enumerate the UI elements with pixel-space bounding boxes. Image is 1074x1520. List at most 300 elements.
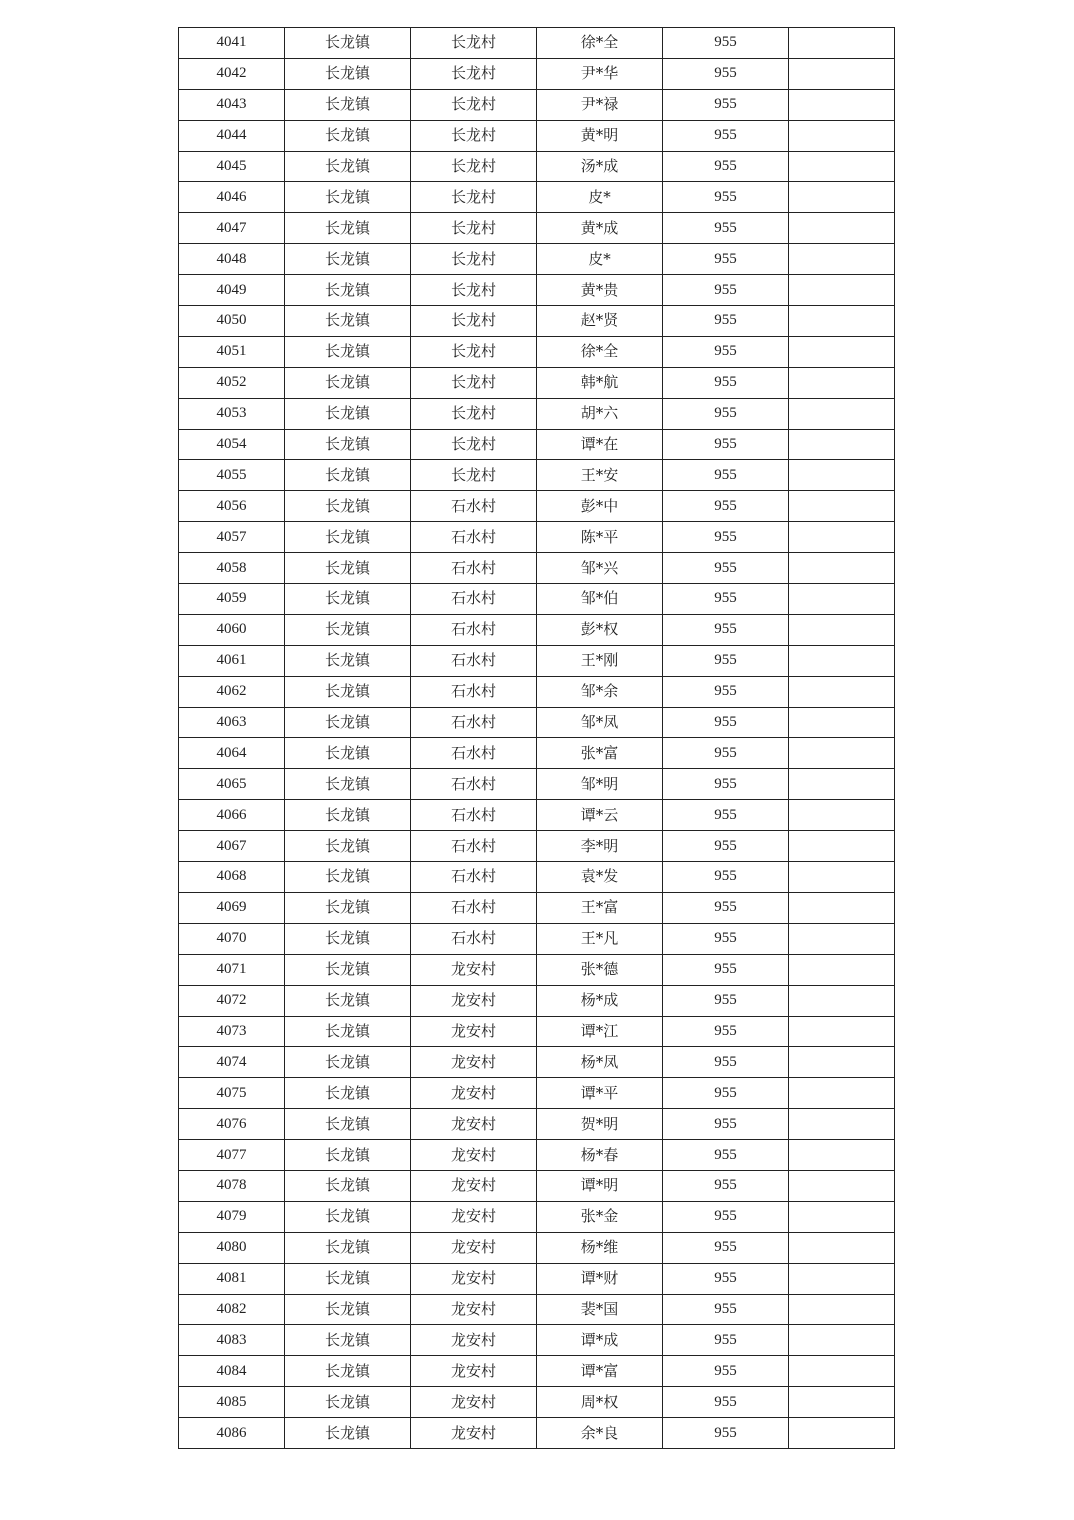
cell-town: 长龙镇 (285, 1201, 411, 1232)
cell-town: 长龙镇 (285, 1140, 411, 1171)
cell-remark (789, 1263, 895, 1294)
cell-town: 长龙镇 (285, 1418, 411, 1449)
cell-town: 长龙镇 (285, 892, 411, 923)
cell-village: 龙安村 (411, 985, 537, 1016)
cell-amount: 955 (663, 800, 789, 831)
table-row (179, 676, 895, 707)
cell-remark (789, 923, 895, 954)
cell-village: 长龙村 (411, 367, 537, 398)
cell-name: 杨*春 (537, 1140, 663, 1171)
cell-town: 长龙镇 (285, 1016, 411, 1047)
cell-name: 徐*全 (537, 28, 663, 59)
cell-amount: 955 (663, 1201, 789, 1232)
cell-name: 邹*兴 (537, 553, 663, 584)
cell-village: 石水村 (411, 862, 537, 893)
table-row (179, 367, 895, 398)
cell-amount: 955 (663, 336, 789, 367)
cell-name: 徐*全 (537, 336, 663, 367)
cell-amount: 955 (663, 1047, 789, 1078)
cell-amount: 955 (663, 28, 789, 59)
cell-name: 黄*贵 (537, 275, 663, 306)
cell-amount: 955 (663, 120, 789, 151)
cell-village: 长龙村 (411, 213, 537, 244)
cell-town: 长龙镇 (285, 676, 411, 707)
cell-amount: 955 (663, 1140, 789, 1171)
cell-number: 4055 (179, 460, 285, 491)
table-row (179, 1263, 895, 1294)
cell-remark (789, 367, 895, 398)
table-row (179, 1047, 895, 1078)
cell-remark (789, 1325, 895, 1356)
cell-number: 4064 (179, 738, 285, 769)
cell-remark (789, 460, 895, 491)
cell-remark (789, 1078, 895, 1109)
cell-name: 彭*中 (537, 491, 663, 522)
cell-town: 长龙镇 (285, 398, 411, 429)
cell-name: 谭*平 (537, 1078, 663, 1109)
table-row (179, 831, 895, 862)
cell-village: 石水村 (411, 800, 537, 831)
cell-amount: 955 (663, 460, 789, 491)
cell-name: 陈*平 (537, 522, 663, 553)
cell-name: 杨*成 (537, 985, 663, 1016)
cell-number: 4085 (179, 1387, 285, 1418)
cell-number: 4069 (179, 892, 285, 923)
cell-amount: 955 (663, 769, 789, 800)
cell-number: 4073 (179, 1016, 285, 1047)
cell-village: 长龙村 (411, 275, 537, 306)
cell-name: 邹*凤 (537, 707, 663, 738)
cell-amount: 955 (663, 614, 789, 645)
cell-town: 长龙镇 (285, 275, 411, 306)
cell-town: 长龙镇 (285, 954, 411, 985)
table-row (179, 28, 895, 59)
cell-name: 裴*国 (537, 1294, 663, 1325)
cell-amount: 955 (663, 429, 789, 460)
cell-amount: 955 (663, 367, 789, 398)
table-row (179, 1387, 895, 1418)
cell-village: 石水村 (411, 584, 537, 615)
cell-village: 长龙村 (411, 429, 537, 460)
cell-village: 长龙村 (411, 460, 537, 491)
cell-town: 长龙镇 (285, 1356, 411, 1387)
cell-number: 4063 (179, 707, 285, 738)
cell-remark (789, 491, 895, 522)
cell-name: 黄*明 (537, 120, 663, 151)
table-row (179, 151, 895, 182)
table-row (179, 491, 895, 522)
cell-number: 4061 (179, 645, 285, 676)
table-row (179, 89, 895, 120)
cell-remark (789, 28, 895, 59)
table-row (179, 306, 895, 337)
cell-remark (789, 1016, 895, 1047)
cell-remark (789, 213, 895, 244)
cell-remark (789, 584, 895, 615)
cell-number: 4067 (179, 831, 285, 862)
cell-remark (789, 182, 895, 213)
table-row (179, 614, 895, 645)
cell-village: 龙安村 (411, 1418, 537, 1449)
cell-amount: 955 (663, 213, 789, 244)
cell-amount: 955 (663, 58, 789, 89)
cell-name: 谭*成 (537, 1325, 663, 1356)
cell-village: 龙安村 (411, 1263, 537, 1294)
cell-number: 4081 (179, 1263, 285, 1294)
cell-town: 长龙镇 (285, 985, 411, 1016)
cell-village: 龙安村 (411, 1078, 537, 1109)
cell-remark (789, 89, 895, 120)
cell-number: 4060 (179, 614, 285, 645)
cell-village: 石水村 (411, 707, 537, 738)
cell-number: 4047 (179, 213, 285, 244)
cell-village: 长龙村 (411, 398, 537, 429)
cell-village: 龙安村 (411, 1294, 537, 1325)
cell-town: 长龙镇 (285, 522, 411, 553)
cell-name: 杨*维 (537, 1232, 663, 1263)
table-row (179, 1109, 895, 1140)
cell-village: 石水村 (411, 553, 537, 584)
cell-remark (789, 831, 895, 862)
cell-remark (789, 1170, 895, 1201)
subsidy-table (178, 27, 895, 1449)
cell-remark (789, 954, 895, 985)
cell-remark (789, 892, 895, 923)
cell-name: 皮* (537, 182, 663, 213)
cell-number: 4049 (179, 275, 285, 306)
table-row (179, 1078, 895, 1109)
cell-town: 长龙镇 (285, 614, 411, 645)
cell-name: 王*凡 (537, 923, 663, 954)
cell-town: 长龙镇 (285, 306, 411, 337)
table-row (179, 707, 895, 738)
cell-remark (789, 862, 895, 893)
cell-number: 4058 (179, 553, 285, 584)
cell-name: 袁*发 (537, 862, 663, 893)
cell-town: 长龙镇 (285, 491, 411, 522)
cell-town: 长龙镇 (285, 367, 411, 398)
table-row (179, 1016, 895, 1047)
cell-amount: 955 (663, 1325, 789, 1356)
table-row (179, 584, 895, 615)
cell-number: 4071 (179, 954, 285, 985)
cell-number: 4057 (179, 522, 285, 553)
cell-number: 4044 (179, 120, 285, 151)
table-row (179, 1418, 895, 1449)
cell-village: 龙安村 (411, 1140, 537, 1171)
cell-amount: 955 (663, 1170, 789, 1201)
cell-remark (789, 707, 895, 738)
cell-remark (789, 676, 895, 707)
cell-number: 4074 (179, 1047, 285, 1078)
cell-village: 长龙村 (411, 89, 537, 120)
cell-town: 长龙镇 (285, 1109, 411, 1140)
cell-amount: 955 (663, 1263, 789, 1294)
cell-remark (789, 1201, 895, 1232)
cell-number: 4082 (179, 1294, 285, 1325)
table-row (179, 58, 895, 89)
cell-town: 长龙镇 (285, 460, 411, 491)
table-row (179, 553, 895, 584)
cell-remark (789, 1140, 895, 1171)
cell-name: 余*良 (537, 1418, 663, 1449)
cell-name: 贺*明 (537, 1109, 663, 1140)
table-body (179, 28, 895, 1449)
cell-town: 长龙镇 (285, 553, 411, 584)
table-row (179, 336, 895, 367)
cell-village: 石水村 (411, 645, 537, 676)
cell-amount: 955 (663, 676, 789, 707)
cell-name: 王*安 (537, 460, 663, 491)
cell-name: 王*富 (537, 892, 663, 923)
cell-number: 4076 (179, 1109, 285, 1140)
cell-number: 4050 (179, 306, 285, 337)
cell-town: 长龙镇 (285, 831, 411, 862)
cell-amount: 955 (663, 1418, 789, 1449)
cell-village: 龙安村 (411, 1356, 537, 1387)
cell-amount: 955 (663, 1078, 789, 1109)
cell-remark (789, 275, 895, 306)
cell-name: 汤*成 (537, 151, 663, 182)
cell-amount: 955 (663, 398, 789, 429)
cell-number: 4059 (179, 584, 285, 615)
cell-village: 龙安村 (411, 1232, 537, 1263)
cell-town: 长龙镇 (285, 707, 411, 738)
cell-number: 4062 (179, 676, 285, 707)
cell-amount: 955 (663, 985, 789, 1016)
table-row (179, 738, 895, 769)
cell-name: 张*金 (537, 1201, 663, 1232)
cell-village: 龙安村 (411, 1109, 537, 1140)
cell-remark (789, 336, 895, 367)
cell-amount: 955 (663, 1387, 789, 1418)
cell-remark (789, 738, 895, 769)
cell-number: 4042 (179, 58, 285, 89)
cell-amount: 955 (663, 1356, 789, 1387)
table-row (179, 1201, 895, 1232)
table-row (179, 1170, 895, 1201)
cell-amount: 955 (663, 1232, 789, 1263)
cell-town: 长龙镇 (285, 769, 411, 800)
cell-town: 长龙镇 (285, 1263, 411, 1294)
cell-town: 长龙镇 (285, 1294, 411, 1325)
cell-amount: 955 (663, 275, 789, 306)
cell-town: 长龙镇 (285, 151, 411, 182)
cell-amount: 955 (663, 1016, 789, 1047)
cell-number: 4051 (179, 336, 285, 367)
cell-village: 石水村 (411, 769, 537, 800)
cell-remark (789, 769, 895, 800)
table-row (179, 1294, 895, 1325)
table-row (179, 923, 895, 954)
cell-village: 龙安村 (411, 1047, 537, 1078)
cell-name: 谭*明 (537, 1170, 663, 1201)
cell-remark (789, 1356, 895, 1387)
cell-number: 4066 (179, 800, 285, 831)
cell-remark (789, 1232, 895, 1263)
table-row (179, 954, 895, 985)
cell-town: 长龙镇 (285, 182, 411, 213)
cell-number: 4052 (179, 367, 285, 398)
cell-remark (789, 151, 895, 182)
table-row (179, 522, 895, 553)
cell-town: 长龙镇 (285, 429, 411, 460)
cell-name: 胡*六 (537, 398, 663, 429)
table-row (179, 213, 895, 244)
cell-number: 4056 (179, 491, 285, 522)
cell-town: 长龙镇 (285, 244, 411, 275)
cell-remark (789, 1109, 895, 1140)
cell-name: 尹*华 (537, 58, 663, 89)
cell-town: 长龙镇 (285, 120, 411, 151)
cell-amount: 955 (663, 553, 789, 584)
table-row (179, 398, 895, 429)
cell-remark (789, 614, 895, 645)
cell-remark (789, 800, 895, 831)
cell-number: 4048 (179, 244, 285, 275)
cell-name: 赵*贤 (537, 306, 663, 337)
cell-village: 龙安村 (411, 1387, 537, 1418)
cell-remark (789, 985, 895, 1016)
cell-name: 谭*财 (537, 1263, 663, 1294)
cell-number: 4054 (179, 429, 285, 460)
cell-village: 长龙村 (411, 182, 537, 213)
cell-name: 王*刚 (537, 645, 663, 676)
cell-amount: 955 (663, 923, 789, 954)
cell-amount: 955 (663, 244, 789, 275)
cell-number: 4084 (179, 1356, 285, 1387)
cell-number: 4046 (179, 182, 285, 213)
cell-town: 长龙镇 (285, 28, 411, 59)
cell-name: 张*富 (537, 738, 663, 769)
cell-remark (789, 553, 895, 584)
cell-village: 石水村 (411, 676, 537, 707)
cell-village: 长龙村 (411, 58, 537, 89)
cell-name: 周*权 (537, 1387, 663, 1418)
cell-amount: 955 (663, 522, 789, 553)
cell-town: 长龙镇 (285, 923, 411, 954)
cell-village: 长龙村 (411, 151, 537, 182)
cell-remark (789, 306, 895, 337)
cell-amount: 955 (663, 892, 789, 923)
cell-name: 邹*余 (537, 676, 663, 707)
cell-remark (789, 1387, 895, 1418)
cell-number: 4041 (179, 28, 285, 59)
cell-number: 4053 (179, 398, 285, 429)
cell-town: 长龙镇 (285, 1325, 411, 1356)
cell-number: 4072 (179, 985, 285, 1016)
cell-town: 长龙镇 (285, 58, 411, 89)
table-row (179, 1356, 895, 1387)
table-row (179, 645, 895, 676)
table-row (179, 1140, 895, 1171)
table-row (179, 862, 895, 893)
cell-village: 龙安村 (411, 1201, 537, 1232)
cell-name: 谭*在 (537, 429, 663, 460)
cell-town: 长龙镇 (285, 336, 411, 367)
cell-amount: 955 (663, 151, 789, 182)
cell-amount: 955 (663, 1294, 789, 1325)
cell-town: 长龙镇 (285, 862, 411, 893)
cell-remark (789, 1047, 895, 1078)
cell-amount: 955 (663, 862, 789, 893)
cell-number: 4080 (179, 1232, 285, 1263)
table-row (179, 1232, 895, 1263)
cell-remark (789, 398, 895, 429)
cell-village: 石水村 (411, 923, 537, 954)
cell-name: 邹*伯 (537, 584, 663, 615)
cell-name: 黄*成 (537, 213, 663, 244)
cell-town: 长龙镇 (285, 1078, 411, 1109)
cell-village: 龙安村 (411, 1325, 537, 1356)
cell-village: 长龙村 (411, 244, 537, 275)
table-row (179, 1325, 895, 1356)
cell-town: 长龙镇 (285, 584, 411, 615)
cell-name: 谭*富 (537, 1356, 663, 1387)
cell-remark (789, 1294, 895, 1325)
cell-remark (789, 522, 895, 553)
cell-number: 4086 (179, 1418, 285, 1449)
cell-village: 长龙村 (411, 306, 537, 337)
cell-amount: 955 (663, 182, 789, 213)
cell-amount: 955 (663, 89, 789, 120)
cell-number: 4079 (179, 1201, 285, 1232)
cell-amount: 955 (663, 491, 789, 522)
cell-name: 邹*明 (537, 769, 663, 800)
cell-remark (789, 645, 895, 676)
cell-town: 长龙镇 (285, 213, 411, 244)
cell-number: 4043 (179, 89, 285, 120)
cell-town: 长龙镇 (285, 89, 411, 120)
cell-remark (789, 1418, 895, 1449)
cell-amount: 955 (663, 831, 789, 862)
cell-village: 长龙村 (411, 28, 537, 59)
cell-name: 谭*江 (537, 1016, 663, 1047)
cell-name: 韩*航 (537, 367, 663, 398)
cell-number: 4077 (179, 1140, 285, 1171)
cell-town: 长龙镇 (285, 645, 411, 676)
cell-village: 石水村 (411, 614, 537, 645)
cell-village: 石水村 (411, 831, 537, 862)
table-row (179, 429, 895, 460)
cell-village: 石水村 (411, 738, 537, 769)
cell-number: 4083 (179, 1325, 285, 1356)
cell-amount: 955 (663, 584, 789, 615)
cell-name: 皮* (537, 244, 663, 275)
cell-town: 长龙镇 (285, 1387, 411, 1418)
cell-number: 4078 (179, 1170, 285, 1201)
table-row (179, 244, 895, 275)
table-row (179, 182, 895, 213)
table-row (179, 769, 895, 800)
cell-town: 长龙镇 (285, 738, 411, 769)
table-row (179, 800, 895, 831)
cell-amount: 955 (663, 954, 789, 985)
cell-town: 长龙镇 (285, 1170, 411, 1201)
cell-village: 龙安村 (411, 954, 537, 985)
cell-name: 彭*权 (537, 614, 663, 645)
cell-remark (789, 58, 895, 89)
table-row (179, 892, 895, 923)
cell-amount: 955 (663, 707, 789, 738)
table-row (179, 120, 895, 151)
cell-amount: 955 (663, 306, 789, 337)
cell-remark (789, 244, 895, 275)
cell-number: 4045 (179, 151, 285, 182)
cell-town: 长龙镇 (285, 1232, 411, 1263)
cell-village: 石水村 (411, 491, 537, 522)
table-row (179, 460, 895, 491)
